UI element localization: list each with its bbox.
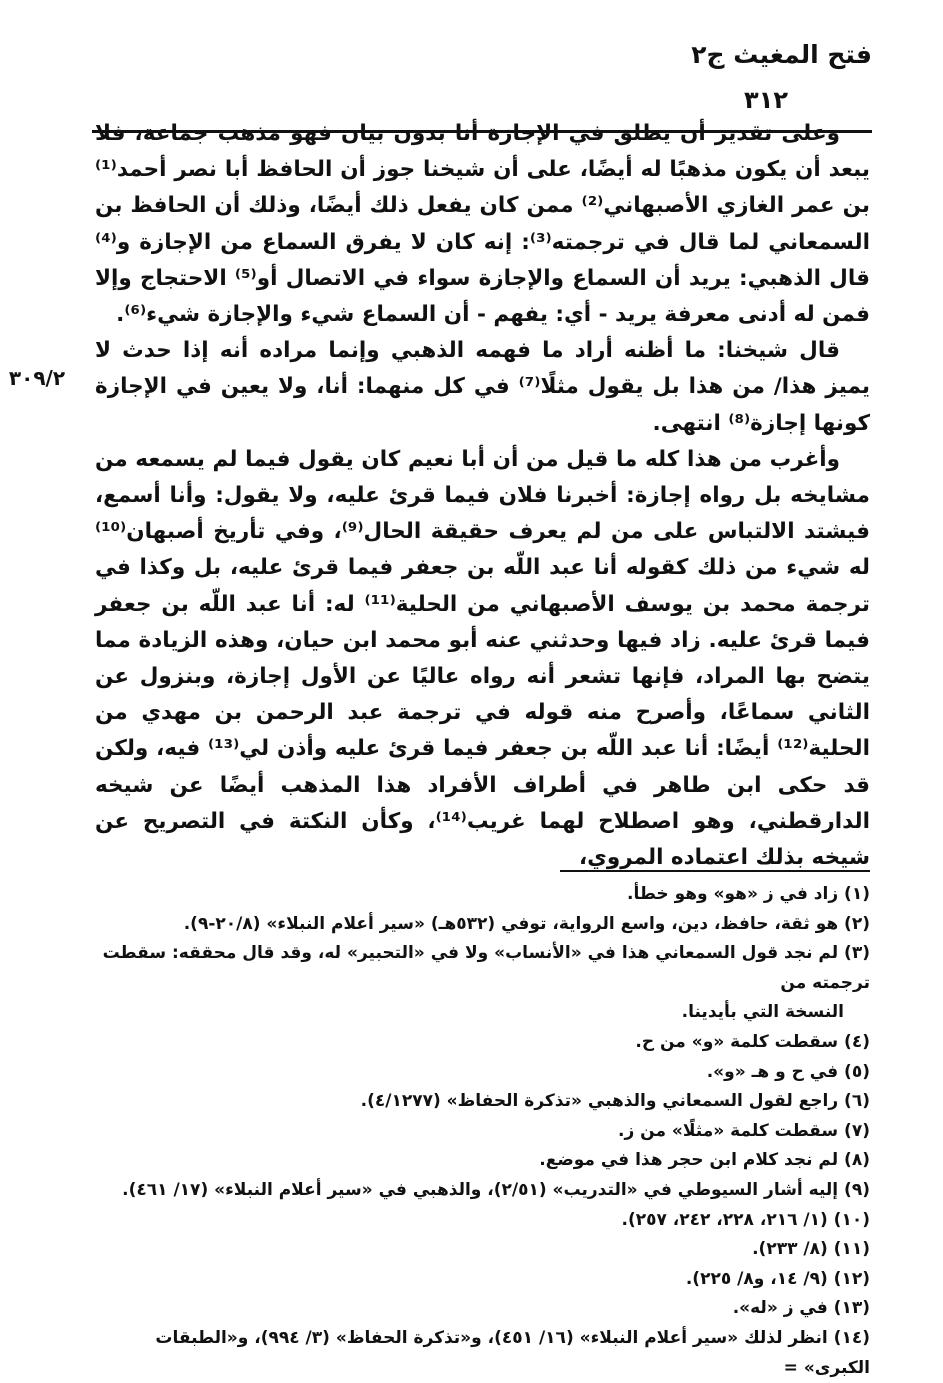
footnote: (١٣) في ز «له». — [732, 1298, 870, 1319]
paragraph: وأغرب من هذا كله ما قيل من أن أبا نعيم كان يقول فيما لم يسمعه من مشايخه بل رواه إجازة: أخبرنا فلان فيما قرئ عليه، ولا يقول: وأنا أسمع، فيشتد الالتباس على من لم يعرف حقيقة الحال⁽⁹⁾، وفي تأريخ أصبهان⁽¹⁰⁾ له شيء من ذلك كقوله أنا عبد اللّه بن جعفر فيما قرئ عليه، بل وكذا في ترجمة محمد بن يوسف الأصبهاني من الحلية⁽¹¹⁾ له: أنا عبد اللّه بن جعفر فيما قرئ عليه. زاد فيها وحدثني عنه أبو محمد ابن حيان، وهذه الزيادة مما يتضح بها المراد، فإنها تشعر أنه رواه عاليًا عن الأول إجازة، وبنزول عن الثاني سماعًا، وأصرح منه قوله في ترجمة عبد الرحمن بن مهدي من الحلية⁽¹²⁾ أيضًا: أنا عبد اللّه بن جعفر فيما قرئ عليه وأذن لي⁽¹³⁾ فيه، ولكن قد حكى ابن طاهر في أطراف الأفراد هذا المذهب أيضًا عن شيخه الدارقطني، وهو اصطلاح لهما غريب⁽¹⁴⁾، وكأن النكتة في التصريح عن شيخه بذلك اعتماده المروي، — [95, 446, 871, 871]
footnote: (٦) راجع لقول السمعاني والذهبي «تذكرة الحفاظ» (٤/١٢٧٧). — [360, 1091, 870, 1112]
margin-reference: ٣٠٩/٢ — [8, 366, 66, 390]
footnote: (٢) هو ثقة، حافظ، دين، واسع الرواية، توفي (٥٣٢هـ) «سير أعلام النبلاء» (٢٠/٨-٩). — [183, 913, 870, 934]
main-text — [95, 116, 870, 876]
running-title: فتح المغيث ج٢ — [691, 40, 872, 69]
footnote: (٨) لم نجد كلام ابن حجر هذا في موضع. — [539, 1150, 870, 1171]
page-header — [92, 40, 872, 114]
footnote: (٩) إليه أشار السيوطي في «التدريب» (٢/٥١)، والذهبي في «سير أعلام النبلاء» (١٧/ ٤٦١). — [122, 1179, 870, 1200]
footnote-separator — [560, 870, 870, 872]
footnote: (١٢) (٩/ ١٤، و٨/ ٢٢٥). — [685, 1268, 870, 1289]
footnote: (١٤) انظر لذلك «سير أعلام النبلاء» (١٦/ ٤٥١)، و«تذكرة الحفاظ» (٣/ ٩٩٤)، و«الطبقات الكبرى» = — [155, 1327, 870, 1378]
footnote: (١) زاد في ز «هو» وهو خطأ. — [627, 884, 870, 904]
footnote: (٥) في ح و هـ «و». — [706, 1061, 870, 1082]
footnote: (٣) لم نجد قول السمعاني هذا في «الأنساب» ولا في «التحبير» له، وقد قال محققه: سقطت ترجمته من — [102, 943, 870, 993]
paragraph: قال شيخنا: ما أظنه أراد ما فهمه الذهبي وإنما مراده أنه إذا حدث لا يميز هذا/ من هذا بل يقول مثلًا⁽⁷⁾ في كل منهما: أنا، ولا يعين في الإجازة كونها إجازة⁽⁸⁾ انتهى. — [95, 338, 870, 436]
footnote: (١٠) (١/ ٢١٦، ٢٢٨، ٢٤٢، ٢٥٧). — [621, 1209, 870, 1230]
footnote: (١١) (٨/ ٢٣٣). — [752, 1239, 870, 1260]
footnote: (٧) سقطت كلمة «مثلًا» من ز. — [618, 1120, 870, 1141]
footnotes — [95, 880, 870, 1383]
footnote: (٤) سقطت كلمة «و» من ح. — [635, 1031, 870, 1052]
footnote-continuation: النسخة التي بأيدينا. — [681, 1002, 844, 1023]
page-number: ٣١٢ — [730, 86, 802, 114]
paragraph: وعلى تقدير أن يطلق في الإجازة أنا بدون بيان فهو مذهب جماعة، فلا يبعد أن يكون مذهبًا له أيضًا، على أن شيخنا جوز أن الحافظ أبا نصر أحمد⁽¹⁾ بن عمر الغازي الأصبهاني⁽²⁾ ممن كان يفعل ذلك أيضًا، وذلك أن الحافظ بن السمعاني لما قال في ترجمته⁽³⁾: إنه كان لا يفرق السماع من الإجازة و⁽⁴⁾ قال الذهبي: يريد أن السماع والإجازة سواء في الاتصال أو⁽⁵⁾ الاحتجاج وإلا فمن له أدنى معرفة يريد - أي: يفهم - أن السماع شيء والإجازة شيء⁽⁶⁾. — [95, 121, 870, 328]
